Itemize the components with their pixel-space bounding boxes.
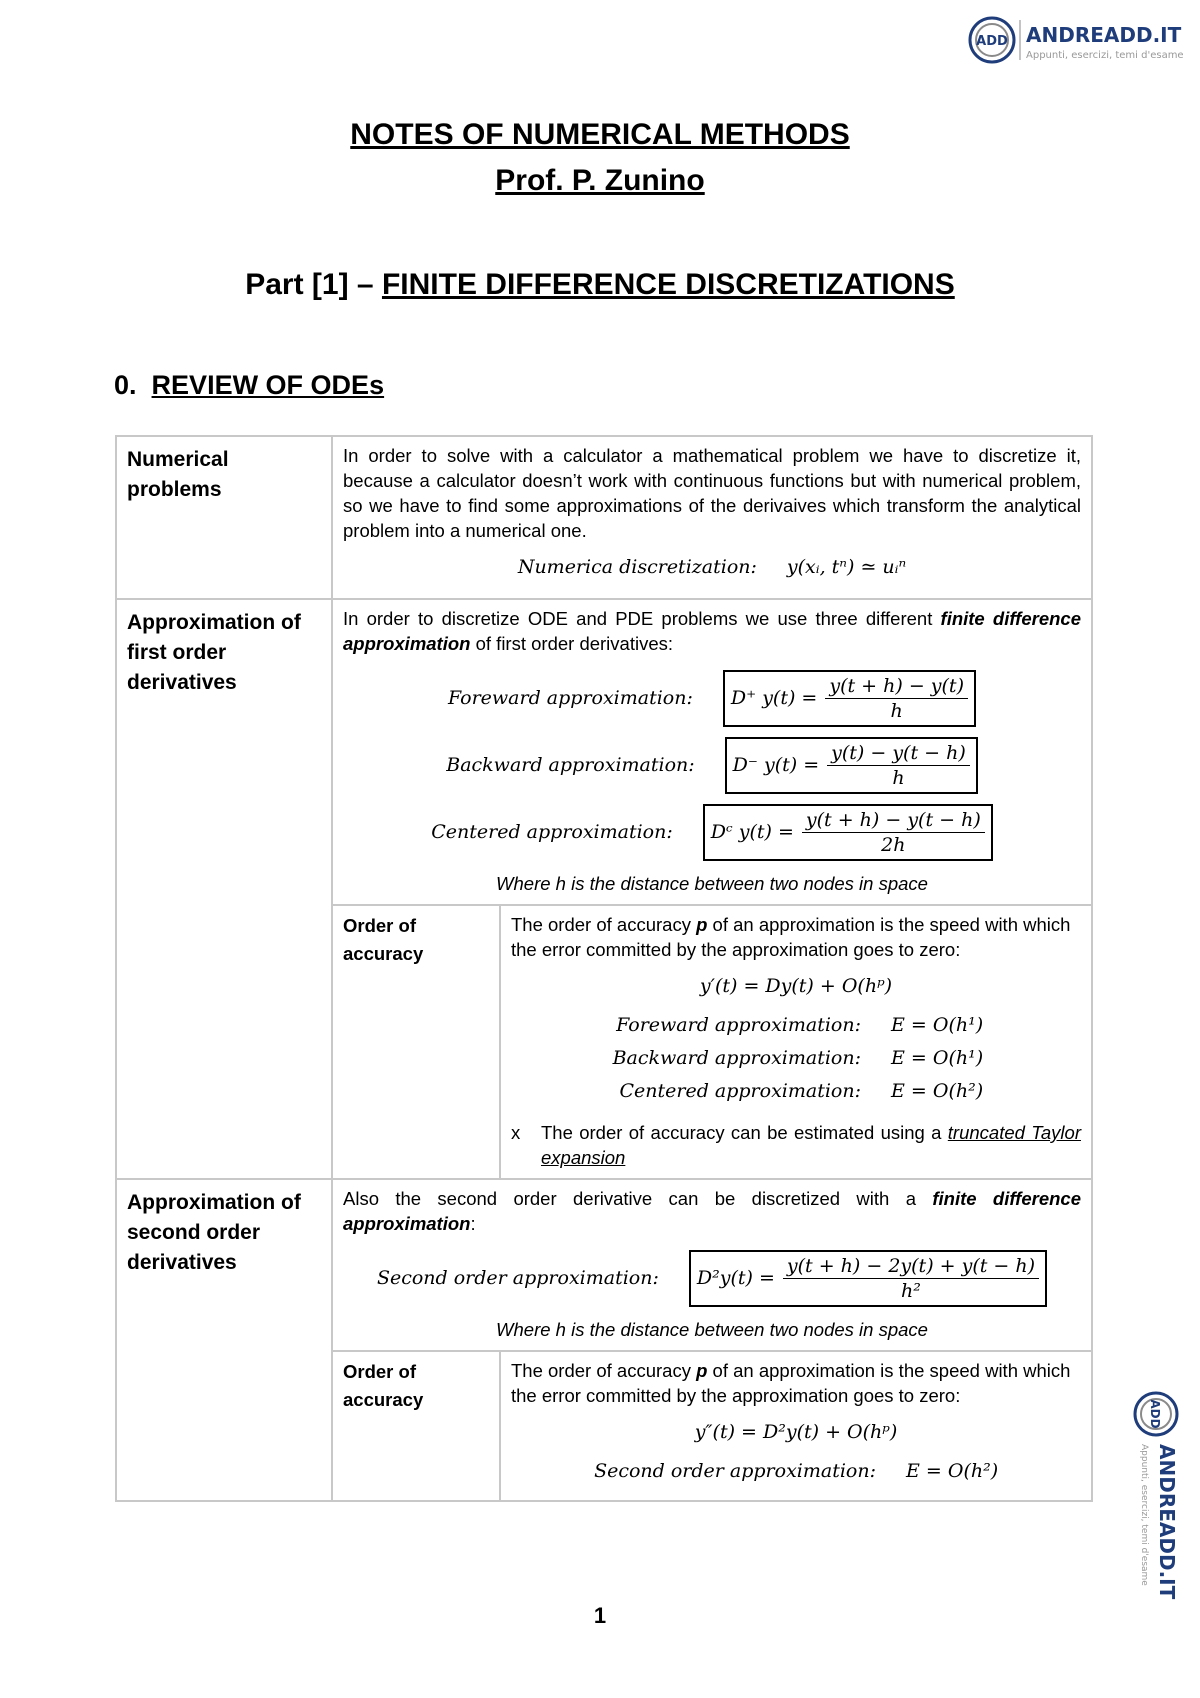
intro-text: Also the second order derivative can be discretized with a [343, 1188, 933, 1209]
numerator: y(t + h) − 2y(t) + y(t − h) [783, 1254, 1039, 1279]
backward-formula [343, 737, 1081, 794]
accuracy-line-forward [511, 1013, 1081, 1038]
row-second-order [116, 1179, 1092, 1501]
notes-table [115, 435, 1093, 1502]
intro-emphasis: finite difference approximation [343, 608, 1081, 654]
note: Where h is the distance between two nodes in space [496, 873, 928, 894]
denominator: h [890, 700, 903, 722]
document-author: Prof. P. Zunino [495, 164, 705, 197]
numerator: y(t) − y(t − h) [827, 741, 970, 766]
row-label: Numerical problems [116, 436, 332, 599]
formula-lhs: Dᶜ y(t) = [710, 821, 794, 843]
row-content [332, 436, 1092, 599]
accuracy-line-second [511, 1459, 1081, 1484]
document-title: NOTES OF NUMERICAL METHODS [350, 118, 850, 151]
formula-label: Backward approximation: [446, 754, 695, 776]
row-numerical-problems [116, 436, 1092, 599]
order-of-accuracy-block [333, 1350, 1091, 1500]
formula-label: Centered approximation: [431, 821, 673, 843]
bullet-text [541, 1120, 1081, 1170]
logo-mark: ADD [976, 34, 1008, 49]
accuracy-line-backward [511, 1046, 1081, 1071]
formula-label: Foreward approximation: [448, 687, 693, 709]
formula-lhs: D⁻ y(t) = [732, 754, 820, 776]
forward-formula [343, 670, 1081, 727]
formula-lhs: D²y(t) = [696, 1267, 775, 1289]
paragraph: In order to solve with a calculator a mathematical problem we have to discretize it, because a calculator doesn’t work with continuous functions but with numerical problem, so we have to find some approximations of the derivaives which transform the analytical problem into a numerical one. [343, 445, 1081, 541]
discretization-formula [343, 555, 1081, 580]
bullet-text-a: The order of accuracy can be estimated using a [541, 1122, 948, 1143]
text-p: p [696, 914, 708, 935]
part-title: FINITE DIFFERENCE DISCRETIZATIONS [381, 268, 955, 301]
inner-table [333, 906, 1091, 1178]
formula-box [725, 737, 978, 794]
logo-tagline: Appunti, esercizi, temi d'esame [1026, 50, 1184, 61]
row-content [332, 1179, 1092, 1501]
section-number: 0. [114, 370, 137, 400]
row-first-order [116, 599, 1092, 1179]
numerator: y(t + h) − y(t) [825, 674, 968, 699]
part-heading [0, 268, 1200, 302]
intro-text-end: : [470, 1213, 476, 1234]
intro-text: In order to discretize ODE and PDE problems we use three different [343, 608, 941, 629]
paragraph [511, 1358, 1081, 1408]
formula-label: Numerica discretization: [517, 556, 757, 578]
note: Where h is the distance between two nodes in space [496, 1319, 928, 1340]
logo-side-tagline: Appunti, esercizi, temi d'esame [1139, 1444, 1149, 1586]
inner-table [333, 1352, 1091, 1500]
order-formula: y″(t) = D²y(t) + O(hᵖ) [694, 1421, 898, 1443]
page-number: 1 [593, 1603, 607, 1628]
denominator: h² [901, 1280, 921, 1302]
fraction [827, 741, 970, 790]
accuracy-label: Second order approximation: [594, 1460, 876, 1482]
formula-box [703, 804, 993, 861]
fraction [825, 674, 968, 723]
fraction [802, 808, 985, 857]
accuracy-label: Foreward approximation: [616, 1014, 861, 1036]
text-end: of an approximation is the speed with which the error committed by the approximation goes to zero: [511, 914, 1071, 960]
section-heading [114, 370, 384, 401]
part-prefix: Part [1] – [245, 268, 382, 301]
order-of-accuracy-block [333, 904, 1091, 1178]
sub-content [500, 906, 1091, 1178]
paragraph [343, 1186, 1081, 1236]
accuracy-value: E = O(h²) [906, 1460, 999, 1482]
bullet-mark: x [511, 1122, 521, 1143]
fraction [783, 1254, 1039, 1303]
accuracy-line-centered [511, 1079, 1081, 1104]
accuracy-value: E = O(h²) [891, 1080, 984, 1102]
accuracy-value: E = O(h¹) [891, 1014, 984, 1036]
bullet-text-link: truncated Taylor expansion [541, 1122, 1081, 1168]
sub-content [500, 1352, 1091, 1500]
logo-side-brand: ANDREADD.IT [1155, 1444, 1179, 1600]
accuracy-label: Backward approximation: [612, 1047, 861, 1069]
formula-expression: y(xᵢ, tⁿ) ≃ uᵢⁿ [786, 556, 907, 578]
denominator: 2h [881, 834, 906, 856]
accuracy-value: E = O(h¹) [891, 1047, 984, 1069]
row-label: Approximation of second order derivatives [116, 1179, 332, 1501]
row-label: Approximation of first order derivatives [116, 599, 332, 1179]
accuracy-label: Centered approximation: [619, 1080, 861, 1102]
numerator: y(t + h) − y(t − h) [802, 808, 985, 833]
denominator: h [892, 767, 905, 789]
paragraph [511, 912, 1081, 962]
intro-emphasis: finite difference approximation [343, 1188, 1081, 1234]
bullet-item [511, 1120, 1081, 1170]
text: The order of accuracy [511, 1360, 697, 1381]
logo-brand: ANDREADD.IT [1026, 23, 1182, 47]
section-title: REVIEW OF ODEs [151, 370, 385, 400]
centered-formula [343, 804, 1081, 861]
sub-label: Order of accuracy [333, 906, 500, 1178]
sub-label: Order of accuracy [333, 1352, 500, 1500]
row-content [332, 599, 1092, 1179]
andreadd-logo-top [966, 14, 1196, 66]
formula-label: Second order approximation: [376, 1267, 659, 1289]
formula-lhs: D⁺ y(t) = [730, 687, 818, 709]
paragraph [343, 606, 1081, 656]
text-p: p [696, 1360, 708, 1381]
second-order-formula [343, 1250, 1081, 1307]
order-formula: y′(t) = Dy(t) + O(hᵖ) [699, 975, 893, 997]
formula-box [689, 1250, 1047, 1307]
logo-side-mark: ADD [1148, 1399, 1162, 1429]
formula-box [723, 670, 976, 727]
text-end: of an approximation is the speed with which the error committed by the approximation goes to zero: [511, 1360, 1071, 1406]
intro-text-end: of first order derivatives: [470, 633, 674, 654]
text: The order of accuracy [511, 914, 697, 935]
